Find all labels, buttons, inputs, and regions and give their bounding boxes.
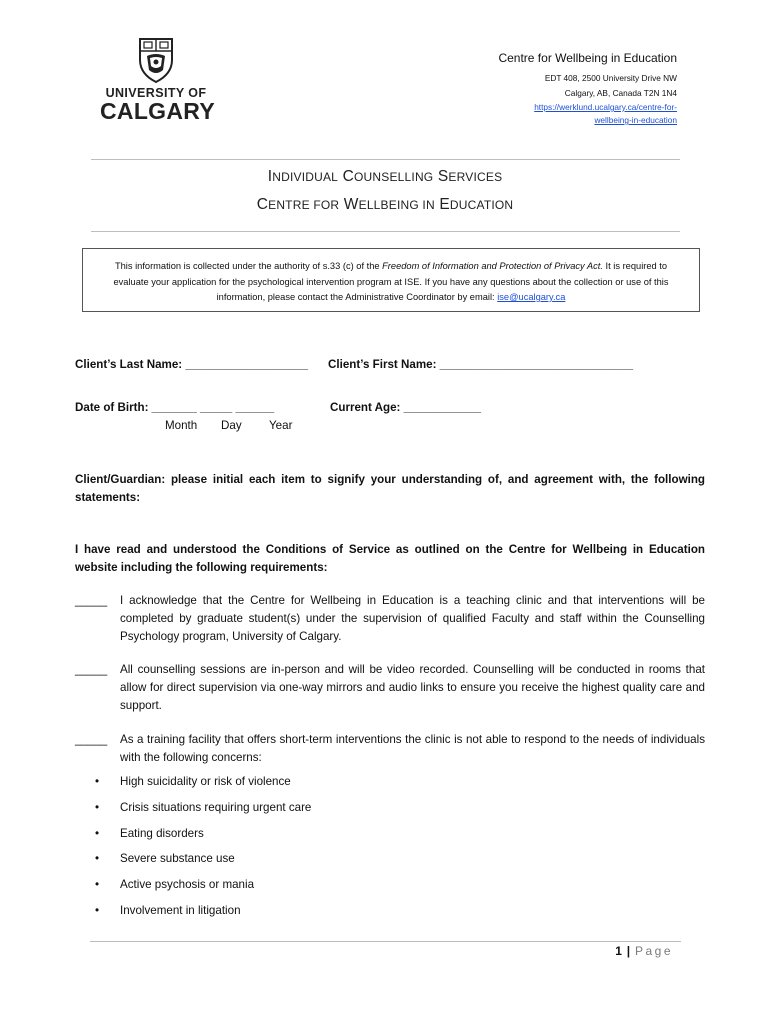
concern-item [95,827,204,840]
bullet-icon: • [95,904,100,917]
website-link-line-2[interactable]: wellbeing-in-education [594,115,677,125]
title-cap: C [342,168,354,185]
first-name-field[interactable]: Client’s First Name: ______________________________ [328,358,634,371]
month-label: Month [165,419,198,432]
logo-line-calgary: CALGARY [100,98,215,124]
logo-line-university-of: UNIVERSITY OF [105,86,207,100]
footer-divider [90,941,681,942]
address-line-2: Calgary, AB, Canada T2N 1N4 [564,88,677,98]
current-age-field[interactable]: Current Age: ____________ [330,401,482,414]
bullet-icon: • [95,801,100,814]
title-divider [91,231,680,232]
email-link[interactable]: ise@ucalgary.ca [497,292,566,302]
title-cap: W [343,196,359,213]
title-cap: I [267,168,273,185]
date-of-birth-field[interactable]: Date of Birth: _______ _____ ______ [75,401,275,414]
concern-text: Severe substance use [120,852,235,865]
contact-block [357,51,677,127]
title-cap: S [437,168,449,185]
conditions-heading: I have read and understood the Conditions of Service as outlined on the Centre for Wellbeing in Education website including the following requirements: [75,543,705,574]
title-rest: OUNSELLING [353,170,434,184]
notice-act-name: Freedom of Information and Protection of Privacy Act. [382,261,603,271]
page-number: 1 [615,944,622,958]
concern-text: Active psychosis or mania [120,878,255,891]
day-label: Day [221,419,242,432]
statement-1 [75,592,705,646]
year-label: Year [269,419,293,432]
concern-text: High suicidality or risk of violence [120,775,291,788]
bullet-icon: • [95,827,100,840]
university-crest-icon [136,36,176,84]
statement-2 [75,661,705,715]
title-rest: ENTRE FOR [268,198,340,212]
title-cap: E [439,196,450,213]
title-line-1 [0,168,770,186]
initial-blank[interactable]: _____ [75,594,108,607]
initial-blank[interactable]: _____ [75,663,108,676]
title-rest: NDIVIDUAL [272,170,339,184]
concern-item [95,852,235,865]
page-separator: | [626,944,631,958]
last-name-field[interactable]: Client’s Last Name: ___________________ [75,358,308,371]
statement-text: All counselling sessions are in-person and will be video recorded. Counselling will be conducted in rooms that allow for direct supervision via one-way mirrors and audio links to ensure you receive the highest quality care and support. [120,663,705,712]
concern-item [95,801,311,814]
notice-text: This information is collected under the authority of s.33 (c) of the [114,261,383,271]
website-link-line-1[interactable]: https://werklund.ucalgary.ca/centre-for- [534,102,677,112]
title-line-2 [0,196,770,214]
privacy-notice-box [82,248,700,312]
initial-blank[interactable]: _____ [75,733,108,746]
initial-instructions: Client/Guardian: please initial each item to signify your understanding of, and agreement with, the following statements: [75,473,705,504]
title-rest: DUCATION [449,198,514,212]
statement-3 [75,731,705,767]
title-rest: ELLBEING IN [358,198,435,212]
header-divider [91,159,680,160]
title-cap: C [256,196,269,213]
concern-text: Involvement in litigation [120,904,241,917]
concern-text: Eating disorders [120,827,204,840]
page-word: Page [634,944,673,958]
university-logo [100,36,215,124]
title-rest: ERVICES [448,170,503,184]
page-footer [615,944,673,958]
concern-item [95,904,241,917]
concern-item [95,878,254,891]
concern-text: Crisis situations requiring urgent care [120,801,312,814]
bullet-icon: • [95,878,100,891]
address-line-1: EDT 408, 2500 University Drive NW [544,73,677,83]
concern-item [95,775,291,788]
notice-text: It is required to evaluate your application for the psychological intervention program at ISE. If you have any questions about the collection or use of this information, please contact the Administrative Coordinator by email: [113,261,669,302]
centre-name: Centre for Wellbeing in Education [498,51,677,65]
statement-text: As a training facility that offers short-term interventions the clinic is not able to respond to the needs of individuals with the following concerns: [120,733,705,764]
bullet-icon: • [95,852,100,865]
statement-text: I acknowledge that the Centre for Wellbeing in Education is a teaching clinic and that interventions will be completed by graduate student(s) under the supervision of qualified Faculty and staff within the Counselling Psychology program, University of Calgary. [120,594,705,643]
bullet-icon: • [95,775,100,788]
